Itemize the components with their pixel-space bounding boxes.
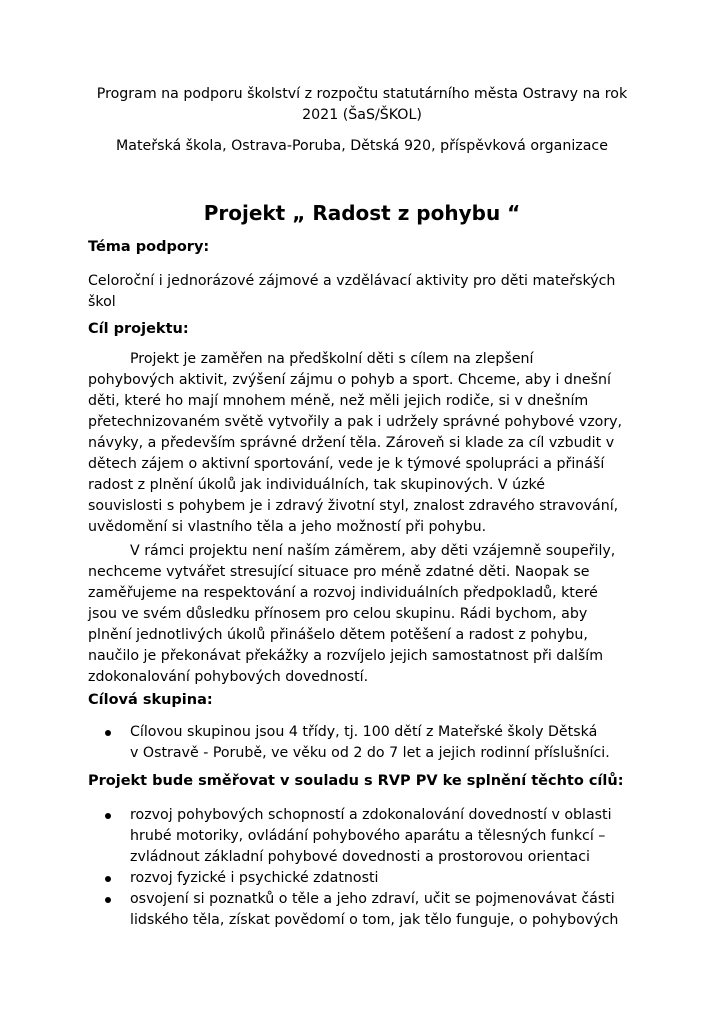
list-item-line: zvládnout základní pohybové dovednosti a prostorovou orientaci (130, 849, 590, 865)
paragraph-line: děti, které ho mají mnohem méně, než měli jejich rodiče, si v dnešním (88, 393, 589, 409)
list-item-line: rozvoj fyzické i psychické zdatnosti (130, 870, 379, 886)
program-header-line-1: Program na podporu školství z rozpočtu statutárního města Ostravy na rok (96, 86, 628, 102)
paragraph-line: naučilo je překonávat překážky a rozvíjelo jejich samostatnost při dalším (88, 648, 604, 664)
paragraph-line: zdokonalování pohybových dovedností. (88, 669, 369, 685)
tema-text (88, 271, 648, 313)
heading-cil-projektu: Cíl projektu: (88, 321, 189, 337)
paragraph-line: dětech zájem o aktivní sportování, vede je k týmové spolupráci a přináší (88, 456, 605, 472)
paragraph-line: Projekt je zaměřen na předškolní děti s cílem na zlepšení (130, 351, 534, 367)
paragraph-line: radost z plnění úkolů jak individuálních, tak skupinových. V úzké (88, 477, 545, 493)
list-item-line: hrubé motoriky, ovládání pohybového aparátu a tělesných funkcí – (130, 828, 606, 844)
paragraph-line: uvědomění si vlastního těla a jeho možností při pohybu. (88, 519, 487, 535)
list-item-line: v Ostravě - Porubě, ve věku od 2 do 7 let a jejich rodinní příslušníci. (130, 745, 610, 761)
list-item (88, 889, 658, 931)
bullet-icon (105, 876, 111, 882)
list-item (88, 722, 658, 764)
tema-text-line: škol (88, 294, 116, 310)
heading-rvp-cile: Projekt bude směřovat v souladu s RVP PV ke splnění těchto cílů: (88, 773, 624, 789)
bullet-icon (105, 813, 111, 819)
list-item-line: lidského těla, získat povědomí o tom, jak tělo funguje, o pohybových (130, 912, 619, 928)
paragraph-line: plnění jednotlivých úkolů přinášelo dětem potěšení a radost z pohybu, (88, 627, 588, 643)
paragraph-line: jsou ve svém důsledku přínosem pro celou skupinu. Rádi bychom, aby (88, 606, 588, 622)
school-header: Mateřská škola, Ostrava-Poruba, Dětská 920, příspěvková organizace (116, 138, 608, 154)
paragraph-line: V rámci projektu není naším záměrem, aby děti vzájemně soupeřily, (130, 543, 616, 559)
paragraph-line: návyky, a především správné držení těla. Zároveň si klade za cíl vzbudit v (88, 435, 615, 451)
list-item (88, 805, 658, 868)
list-item-line: osvojení si poznatků o těle a jeho zdraví, učit se pojmenovávat části (130, 891, 615, 907)
program-header (80, 84, 644, 126)
bullet-icon (105, 897, 111, 903)
cil-paragraph-2 (88, 541, 648, 688)
list-item-line: rozvoj pohybových schopností a zdokonalování dovedností v oblasti (130, 807, 612, 823)
bullet-icon (105, 730, 111, 736)
paragraph-line: souvislosti s pohybem je i zdravý životní styl, znalost zdravého stravování, (88, 498, 619, 514)
cilova-skupina-list (88, 722, 658, 764)
cil-paragraph-1 (88, 349, 648, 538)
paragraph-line: nechceme vytvářet stresující situace pro méně zdatné děti. Naopak se (88, 564, 590, 580)
document-title: Projekt „ Radost z pohybu “ (203, 201, 521, 225)
paragraph-line: pohybových aktivit, zvýšení zájmu o pohyb a sport. Chceme, aby i dnešní (88, 372, 611, 388)
program-header-line-2: 2021 (ŠaS/ŠKOL) (302, 107, 422, 123)
paragraph-line: přetechnizovaném světě vytvořily a pak i udržely správné pohybové vzory, (88, 414, 623, 430)
paragraph-line: zaměřujeme na respektování a rozvoj individuálních předpokladů, které (88, 585, 598, 601)
heading-tema-podpory: Téma podpory: (88, 239, 210, 255)
heading-cilova-skupina: Cílová skupina: (88, 692, 213, 708)
tema-text-line: Celoroční i jednorázové zájmové a vzdělávací aktivity pro děti mateřských (88, 273, 616, 289)
list-item-line: Cílovou skupinou jsou 4 třídy, tj. 100 dětí z Mateřské školy Dětská (130, 724, 598, 740)
list-item (88, 868, 658, 889)
rvp-goals-list (88, 805, 658, 931)
